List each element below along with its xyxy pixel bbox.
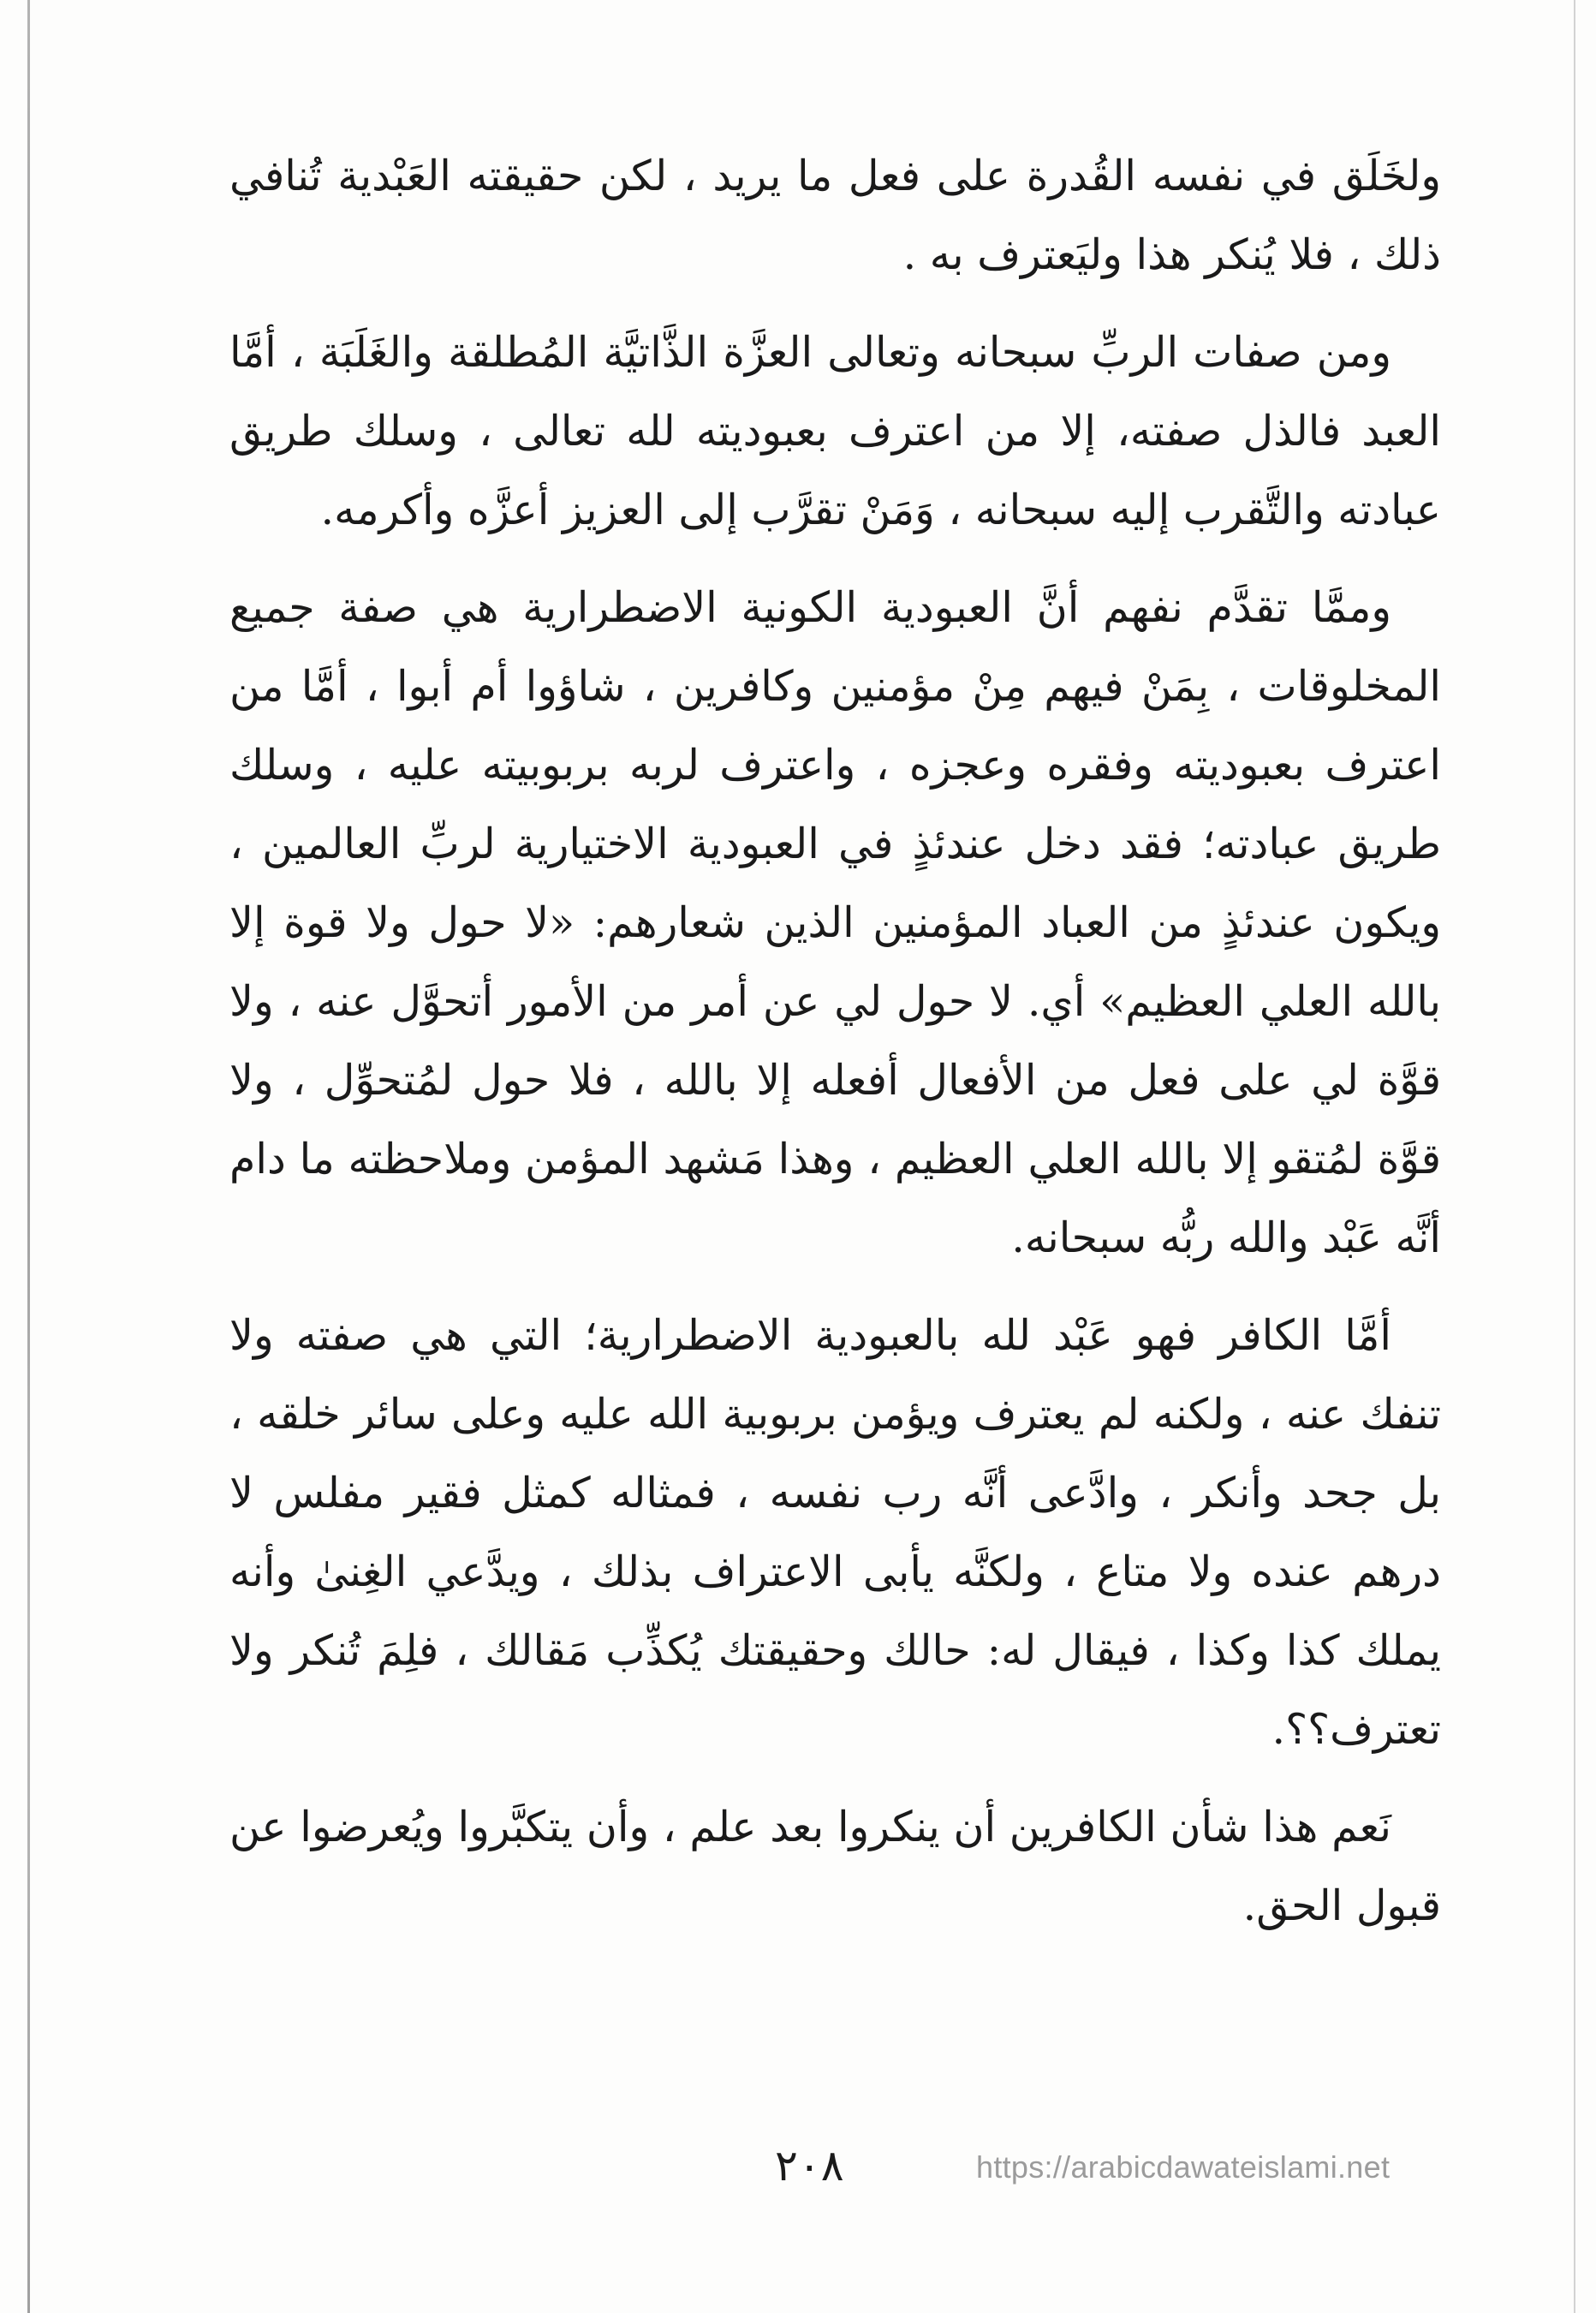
paragraph-1: ولخَلَق في نفسه القُدرة على فعل ما يريد ، لكن حقيقته العَبْدية تُنافي ذلك ، فلا يُنكر هذا وليَعترف به .	[229, 152, 1441, 279]
paragraph-2: ومن صفات الربِّ سبحانه وتعالى العزَّة الذَّاتيَّة المُطلقة والغَلَبَة ، أمَّا العبد فالذل صفته، إلا من اعترف بعبوديته لله تعالى ، وسلك طريق عبادته والتَّقرب إليه سبحانه ، وَمَنْ تقرَّب إلى العزيز أعزَّه وأكرمه.	[229, 328, 1441, 534]
scan-edge-left	[27, 0, 30, 2313]
page-footer	[0, 2141, 1596, 2209]
watermark-url: https://arabicdawateislami.net	[976, 2149, 1391, 2185]
scan-edge-right	[1574, 0, 1575, 2313]
page-number: ٢٠٨	[775, 2141, 844, 2191]
paragraph-4: أمَّا الكافر فهو عَبْد لله بالعبودية الاضطرارية؛ التي هي صفته ولا تنفك عنه ، ولكنه لم يعترف ويؤمن بربوبية الله عليه وعلى سائر خلقه ، بل جحد وأنكر ، وادَّعى أنَّه رب نفسه ، فمثاله كمثل فقير مفلس لا درهم عنده ولا متاع ، ولكنَّه يأبى الاعتراف بذلك ، ويدَّعي الغِنىٰ وأنه يملك كذا وكذا ، فيقال له: حالك وحقيقتك يُكذِّب مَقالك ، فلِمَ تُنكر ولا تعترف؟؟.	[229, 1311, 1441, 1754]
paragraph-5: نَعم هذا شأن الكافرين أن ينكروا بعد علم ، وأن يتكبَّروا ويُعرضوا عن قبول الحق.	[229, 1803, 1441, 1930]
paragraph-3: وممَّا تقدَّم نفهم أنَّ العبودية الكونية الاضطرارية هي صفة جميع المخلوقات ، بِمَنْ فيهم مِنْ مؤمنين وكافرين ، شاؤوا أم أبوا ، أمَّا من اعترف بعبوديته وفقره وعجزه ، واعترف لربه بربوبيته عليه ، وسلك طريق عبادته؛ فقد دخل عندئذٍ في العبودية الاختيارية لربِّ العالمين ، ويكون عندئذٍ من العباد المؤمنين الذين شعارهم: «لا حول ولا قوة إلا بالله العلي العظيم» أي. لا حول لي عن أمر من الأمور أتحوَّل عنه ، ولا قوَّة لي على فعل من الأفعال أفعله إلا بالله ، فلا حول لمُتحوِّل ، ولا قوَّة لمُتقو إلا بالله العلي العظيم ، وهذا مَشهد المؤمن وملاحظته ما دام أنَّه عَبْد والله ربُّه سبحانه.	[229, 583, 1441, 1262]
body-text	[229, 137, 1441, 1964]
